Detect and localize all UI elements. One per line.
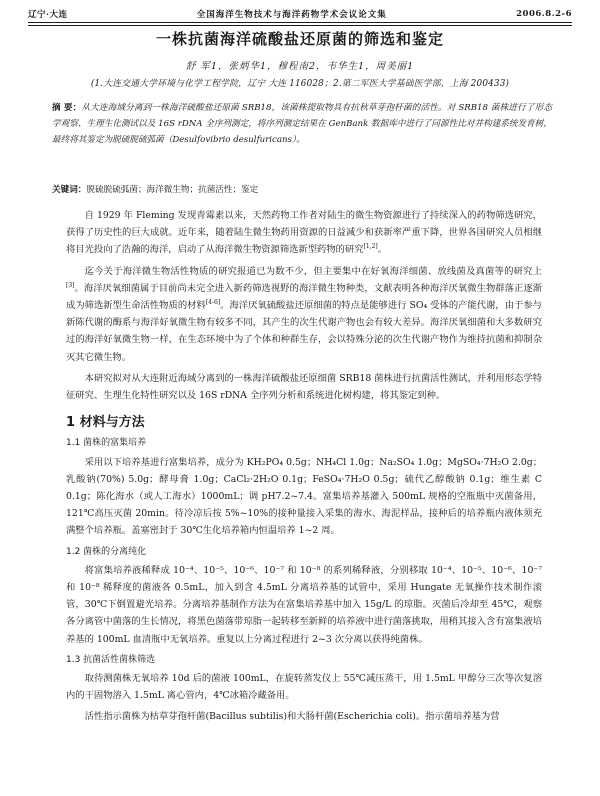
keywords-label: 关键词：	[52, 185, 87, 195]
abstract-text: 从大连海域分离到一株海洋硫酸盐还原菌 SRB18，该菌株提取物具有抗秋草芽孢杆菌的活性。对 SRB18 菌株进行了形态学观察、生理生化测试以及 16S rDNA 全序列测定，将序列测定结果在 GenBank 数据库中进行了同源性比对并构建系统发育树，最终将其鉴定为脱硫脱硫弧菌（Desulfovibrio desulfuricans）。	[52, 103, 552, 145]
paragraph-indicator: 活性指示菌株为枯草芽孢杆菌(Bacillus subtilis)和大肠杆菌(Escherichia coli)。指示菌培养基为营	[84, 711, 500, 723]
running-header-center: 全国海洋生物技术与海洋药物学术会议论文集	[196, 10, 387, 20]
paragraph-intro-3: 本研究拟对从大连附近海域分离到的一株海洋硫酸盐还原细菌 SRB18 菌株进行抗菌活性测试，并利用形态学特征研究、生理生化特性研究以及 16S rDNA 全序列分析和系统进化树构建，将其鉴定到种。	[66, 372, 542, 402]
paragraph-screening: 取待测菌株无氧培养 10d 后的菌液 100mL，在旋转蒸发仪上 55℃减压蒸干，用 1.5mL 甲醇分三次等次复溶内的干固物溶入 1.5mL 离心管内，4℃冰箱冷藏备用。	[66, 673, 542, 702]
paragraph-isolation: 将富集培养液稀释成 10⁻⁴、10⁻⁵、10⁻⁶、10⁻⁷ 和 10⁻⁸ 的系列稀释液，分别移取 10⁻⁴、10⁻⁵、10⁻⁶、10⁻⁷ 和 10⁻⁸ 稀释度的菌液各 0.5mL，加入到含 4.5mL 分离培养基的试管中，采用 Hungate 无氧操作技术制作滚管，30℃下倒置避光培养。分离培养基制作方法为在富集培养基中加入 15g/L 的琼脂。灭菌后冷却至 45℃，观察各分离管中菌落的生长情况，将黑色菌落带琼脂一起转移至新鲜的培养液中进行菌落挑取，用稍其接入含有富集液培养基的 100mL 血清瓶中无氧培养。重复以上分离过程进行 2~3 次分离以获得纯菌株。	[66, 564, 542, 645]
citation: [1,2]	[363, 243, 378, 251]
citation: [4-6]	[205, 298, 221, 306]
header-rule-thin	[28, 25, 572, 26]
keywords	[52, 182, 552, 198]
running-header-right: 2006.8.2-6	[516, 9, 572, 19]
paper-authors: 舒 军1，张炳华1，穆程南2，韦华生1，周美丽1	[185, 61, 415, 72]
running-header	[28, 6, 572, 22]
header-rule	[28, 22, 572, 23]
subsection-heading: 1.2 菌株的分离纯化	[66, 546, 147, 557]
body-text	[66, 207, 542, 730]
paper-title: 一株抗菌海洋硫酸盐还原菌的筛选和鉴定	[155, 30, 444, 48]
citation: [3]	[66, 281, 75, 289]
abstract	[52, 100, 552, 148]
keywords-text: 脱硫脱硫弧菌；海洋微生物；抗菌活性；鉴定	[86, 185, 259, 195]
paper-affiliation: (1.大连交通大学环境与化学工程学院，辽宁 大连 116028；2.第二军医大学基础医学部，上海 200433)	[90, 79, 510, 89]
paragraph-intro-2: 迄今关于海洋微生物活性物质的研究报道已为数不少，但主要集中在好氧海洋细菌、放线菌及真菌等的研究上[3]。海洋厌氧细菌属于目前尚未完全进入新药筛选视野的海洋微生物种类，文献表明各种海洋厌氧微生物群落正逐渐成为筛选新型生命活性物质的材料[4-6]。海洋厌氧硫酸盐还原细菌的特点是能够进行 SO₄ 受体的产能代谢，由于参与新陈代谢的酶系与海洋好氧微生物有较多不同，其产生的次生代谢产物也会有较大差异。海洋厌氧细菌和大多数研究过的海洋好氧微生物一样，在生态环境中为了个体和种群生存，会以特殊分泌的次生代谢产物作为维持抗菌和抑制杂灭其它微生物。	[66, 265, 542, 363]
running-header-left: 辽宁·大连	[28, 10, 68, 20]
subsection-heading: 1.1 菌株的富集培养	[66, 438, 147, 449]
subsection-heading: 1.3 抗菌活性菌株筛选	[66, 654, 156, 665]
section-heading: 1 材料与方法	[66, 415, 145, 431]
paragraph-enrichment: 采用以下培养基进行富集培养，成分为 KH₂PO₄ 0.5g；NH₄Cl 1.0g；Na₂SO₄ 1.0g；MgSO₄·7H₂O 2.0g；乳酸钠(70%) 5.0g；酵母膏 1.0g；CaCl₂·2H₂O 0.1g；FeSO₄·7H₂O 0.5g；硫代乙醇酸钠 0.1g；维生素 C 0.1g；陈化海水（或人工海水）1000mL；调 pH7.2~7.4。富集培养基灌入 500mL 规格的空瓶瓶中灭菌备用，121℃高压灭菌 20min。待冷凉后按 5%~10%的接种量接入采集的海水、海泥样品，接种后的培养瓶内液体须充满整个培养瓶。盖塞密封于 30℃生化培养箱内恒温培养 1~2 周。	[66, 456, 542, 537]
abstract-label: 摘 要：	[52, 103, 82, 113]
paragraph-intro-1: 自 1929 年 Fleming 发现青霉素以来，天然药物工作者对陆生的微生物资源进行了持续深入的药物筛选研究，获得了历史性的巨大成就。近年来，随着陆生微生物药用资源的日益减少和获新率严重下降，世界各国研究人员相继将目光投向了浩瀚的海洋，启动了从海洋微生物资源筛选新型药物的研究[1,2]。	[66, 210, 542, 256]
